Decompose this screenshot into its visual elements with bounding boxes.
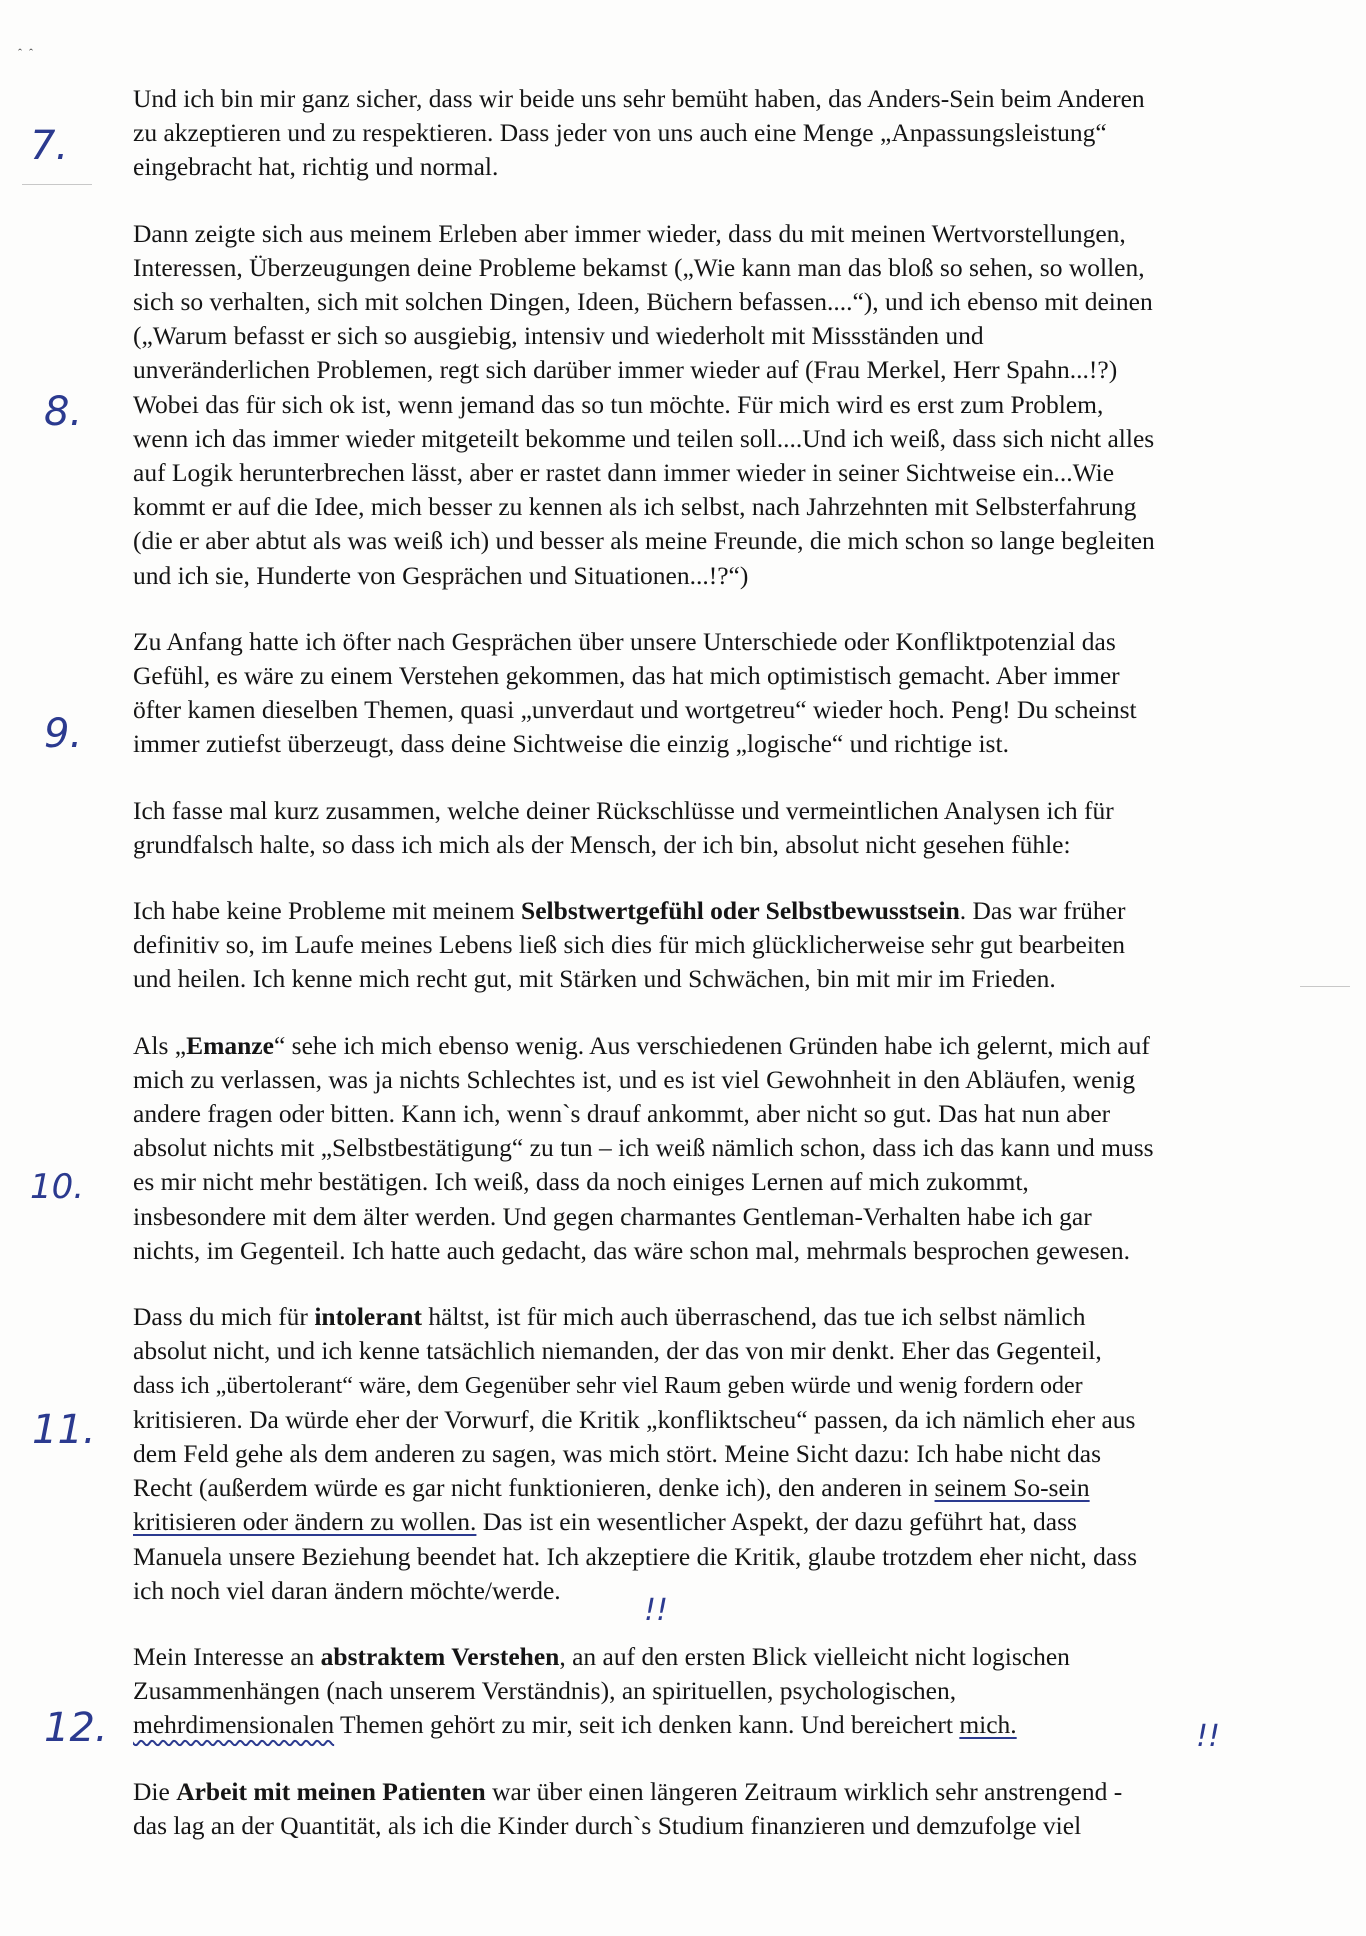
underlined-phrase: kritisieren oder ändern zu wollen. <box>133 1507 477 1537</box>
text-line: andere fragen oder bitten. Kann ich, wenn`s drauf ankommt, aber nicht so gut. Das hat nun aber <box>133 1099 1111 1129</box>
text-run: Dass du mich für <box>133 1302 315 1332</box>
paragraph-1 <box>133 82 1333 185</box>
text-line: und ich sie, Hunderte von Gesprächen und Situationen...!?“) <box>133 560 749 590</box>
text-line: öfter kamen dieselben Themen, quasi „unverdaut und wortgetreu“ wieder hoch. Peng! Du scheinst <box>133 695 1137 725</box>
margin-number-9: 9. <box>44 711 83 757</box>
text-line <box>133 1300 1333 1334</box>
text-run: Recht (außerdem würde es gar nicht funktionieren, denke ich), den anderen in <box>133 1473 935 1503</box>
text-line <box>133 1471 1333 1505</box>
text-line: insbesondere mit dem älter werden. Und gegen charmantes Gentleman-Verhalten habe ich gar <box>133 1201 1092 1231</box>
handwritten-exclamation-mark: !! <box>644 1593 669 1628</box>
text-line: das lag an der Quantität, als ich die Kinder durch`s Studium finanzieren und demzufolge viel <box>133 1810 1082 1840</box>
text-line: dem Feld gehe als dem anderen zu sagen, was mich stört. Meine Sicht dazu: Ich habe nicht das <box>133 1438 1101 1468</box>
text-line <box>133 1505 1333 1539</box>
text-run: Themen gehört zu mir, seit ich denken kann. Und bereichert <box>334 1710 960 1740</box>
text-run: Mein Interesse an <box>133 1641 321 1671</box>
wavy-underlined-word: mehrdimensionalen <box>133 1710 335 1740</box>
paragraph-6 <box>133 1029 1333 1268</box>
text-run: Die <box>133 1776 177 1806</box>
bold-phrase: abstraktem Verstehen <box>320 1641 560 1671</box>
text-line <box>133 1708 1333 1742</box>
text-run: Als „ <box>133 1030 187 1060</box>
text-line: (die er aber abtut als was weiß ich) und besser als meine Freunde, die mich schon so lange begleiten <box>133 526 1155 556</box>
paragraph-4 <box>133 794 1333 862</box>
text-line <box>133 1029 1333 1063</box>
paragraph-8 <box>133 1640 1333 1743</box>
text-line: Zu Anfang hatte ich öfter nach Gesprächen über unsere Unterschiede oder Konfliktpotenzial das <box>133 626 1116 656</box>
text-line: mich zu verlassen, was ja nichts Schlechtes ist, und es ist viel Gewohnheit in den Abläufen, wenig <box>133 1064 1136 1094</box>
paragraph-2 <box>133 217 1333 593</box>
handwritten-exclamation-mark: !! <box>1196 1719 1221 1754</box>
text-line: immer zutiefst überzeugt, dass deine Sichtweise die einzig „logische“ und richtige ist. <box>133 729 1009 759</box>
margin-number-10: 10. <box>30 1167 85 1207</box>
text-run: , an auf den ersten Blick vielleicht nicht logischen <box>559 1641 1070 1671</box>
text-line: sich so verhalten, sich mit solchen Dingen, Ideen, Büchern befassen....“), und ich ebenso mit deinen <box>133 287 1153 317</box>
text-line: Und ich bin mir ganz sicher, dass wir beide uns sehr bemüht haben, das Anders-Sein beim Anderen <box>133 84 1145 113</box>
margin-number-7: 7. <box>30 123 69 169</box>
paragraph-5 <box>133 894 1333 997</box>
paragraph-3 <box>133 625 1333 762</box>
underlined-word: mich. <box>959 1710 1017 1740</box>
text-line: ich noch viel daran ändern möchte/werde. <box>133 1575 561 1605</box>
text-line: eingebracht hat, richtig und normal. <box>133 152 499 182</box>
paragraph-7 <box>133 1300 1333 1608</box>
underlined-phrase: seinem So-sein <box>934 1473 1090 1503</box>
text-line <box>133 1775 1333 1809</box>
text-run: “ sehe ich mich ebenso wenig. Aus verschiedenen Gründen habe ich gelernt, mich auf <box>273 1030 1150 1060</box>
bold-phrase: intolerant <box>314 1302 422 1332</box>
text-run: Ich habe keine Probleme mit meinem <box>133 896 522 926</box>
text-line: es mir nicht mehr bestätigen. Ich weiß, dass da noch einiges Lernen auf mich zukommt, <box>133 1167 1029 1197</box>
text-line: und heilen. Ich kenne mich recht gut, mit Stärken und Schwächen, bin mit mir im Frieden. <box>133 964 1056 994</box>
text-line: Wobei das für sich ok ist, wenn jemand das so tun möchte. Für mich wird es erst zum Problem, <box>133 389 1104 419</box>
text-line: zu akzeptieren und zu respektieren. Dass jeder von uns auch eine Menge „Anpassungsleistung“ <box>133 118 1107 148</box>
text-line: Zusammenhängen (nach unserem Verständnis), an spirituellen, psychologischen, <box>133 1676 957 1706</box>
text-line: definitiv so, im Laufe meines Lebens ließ sich dies für mich glücklicherweise sehr gut bearbeiten <box>133 930 1126 960</box>
bold-phrase: Arbeit mit meinen Patienten <box>176 1776 486 1806</box>
margin-number-11: 11. <box>32 1407 96 1453</box>
scan-artifact: ˆ ˆ <box>18 46 35 60</box>
text-line: („Warum befasst er sich so ausgiebig, intensiv und wiederholt mit Missständen und <box>133 321 984 351</box>
text-line <box>133 894 1333 928</box>
text-line: Manuela unsere Beziehung beendet hat. Ich akzeptiere die Kritik, glaube trotzdem eher nicht, dass <box>133 1541 1138 1571</box>
text-line: Interessen, Überzeugungen deine Probleme bekamst („Wie kann man das bloß so sehen, so wollen, <box>133 252 1145 282</box>
text-line: nichts, im Gegenteil. Ich hatte auch gedacht, das wäre schon mal, mehrmals besprochen gewesen. <box>133 1235 1130 1265</box>
text-run: war über einen längeren Zeitraum wirklich sehr anstrengend - <box>485 1776 1123 1806</box>
margin-number-8: 8. <box>44 389 83 435</box>
bold-phrase: Emanze <box>186 1030 274 1060</box>
text-line: absolut nicht, und ich kenne tatsächlich niemanden, der das von mir denkt. Eher das Gegenteil, <box>133 1336 1102 1366</box>
text-line: wenn ich das immer wieder mitgeteilt bekomme und teilen soll....Und ich weiß, dass sich nicht alles <box>133 423 1155 453</box>
paragraph-9 <box>133 1775 1333 1843</box>
margin-number-12: 12. <box>44 1705 108 1751</box>
text-run: . Das war früher <box>959 896 1126 926</box>
text-line: Ich fasse mal kurz zusammen, welche deiner Rückschlüsse und vermeintlichen Analysen ich für <box>133 795 1114 825</box>
text-line: kommt er auf die Idee, mich besser zu kennen als ich selbst, nach Jahrzehnten mit Selbsterfahrung <box>133 492 1137 522</box>
text-line: auf Logik herunterbrechen lässt, aber er rastet dann immer wieder in seiner Sichtweise ein...Wie <box>133 458 1115 488</box>
faint-margin-line <box>22 184 92 185</box>
text-line: absolut nichts mit „Selbstbestätigung“ zu tun – ich weiß nämlich schon, dass ich das kann und muss <box>133 1133 1154 1163</box>
text-run: hältst, ist für mich auch überraschend, das tue ich selbst nämlich <box>421 1302 1086 1332</box>
bold-phrase: Selbstwertgefühl oder Selbstbewusstsein <box>521 896 960 926</box>
text-line: kritisieren. Da würde eher der Vorwurf, die Kritik „konfliktscheu“ passen, da ich nämlich eher aus <box>133 1404 1136 1434</box>
text-line: grundfalsch halte, so dass ich mich als der Mensch, der ich bin, absolut nicht gesehen fühle: <box>133 829 1071 859</box>
letter-body <box>133 82 1333 1875</box>
text-line <box>133 1640 1333 1674</box>
text-run: Das ist ein wesentlicher Aspekt, der dazu geführt hat, dass <box>476 1507 1077 1537</box>
text-line: Dann zeigte sich aus meinem Erleben aber immer wieder, dass du mit meinen Wertvorstellungen, <box>133 218 1126 248</box>
text-line: dass ich „übertolerant“ wäre, dem Gegenüber sehr viel Raum geben würde und wenig fordern oder <box>133 1372 1083 1399</box>
text-line: Gefühl, es wäre zu einem Verstehen gekommen, das hat mich optimistisch gemacht. Aber immer <box>133 661 1120 691</box>
text-line: unveränderlichen Problemen, regt sich darüber immer wieder auf (Frau Merkel, Herr Spahn...!?) <box>133 355 1118 385</box>
